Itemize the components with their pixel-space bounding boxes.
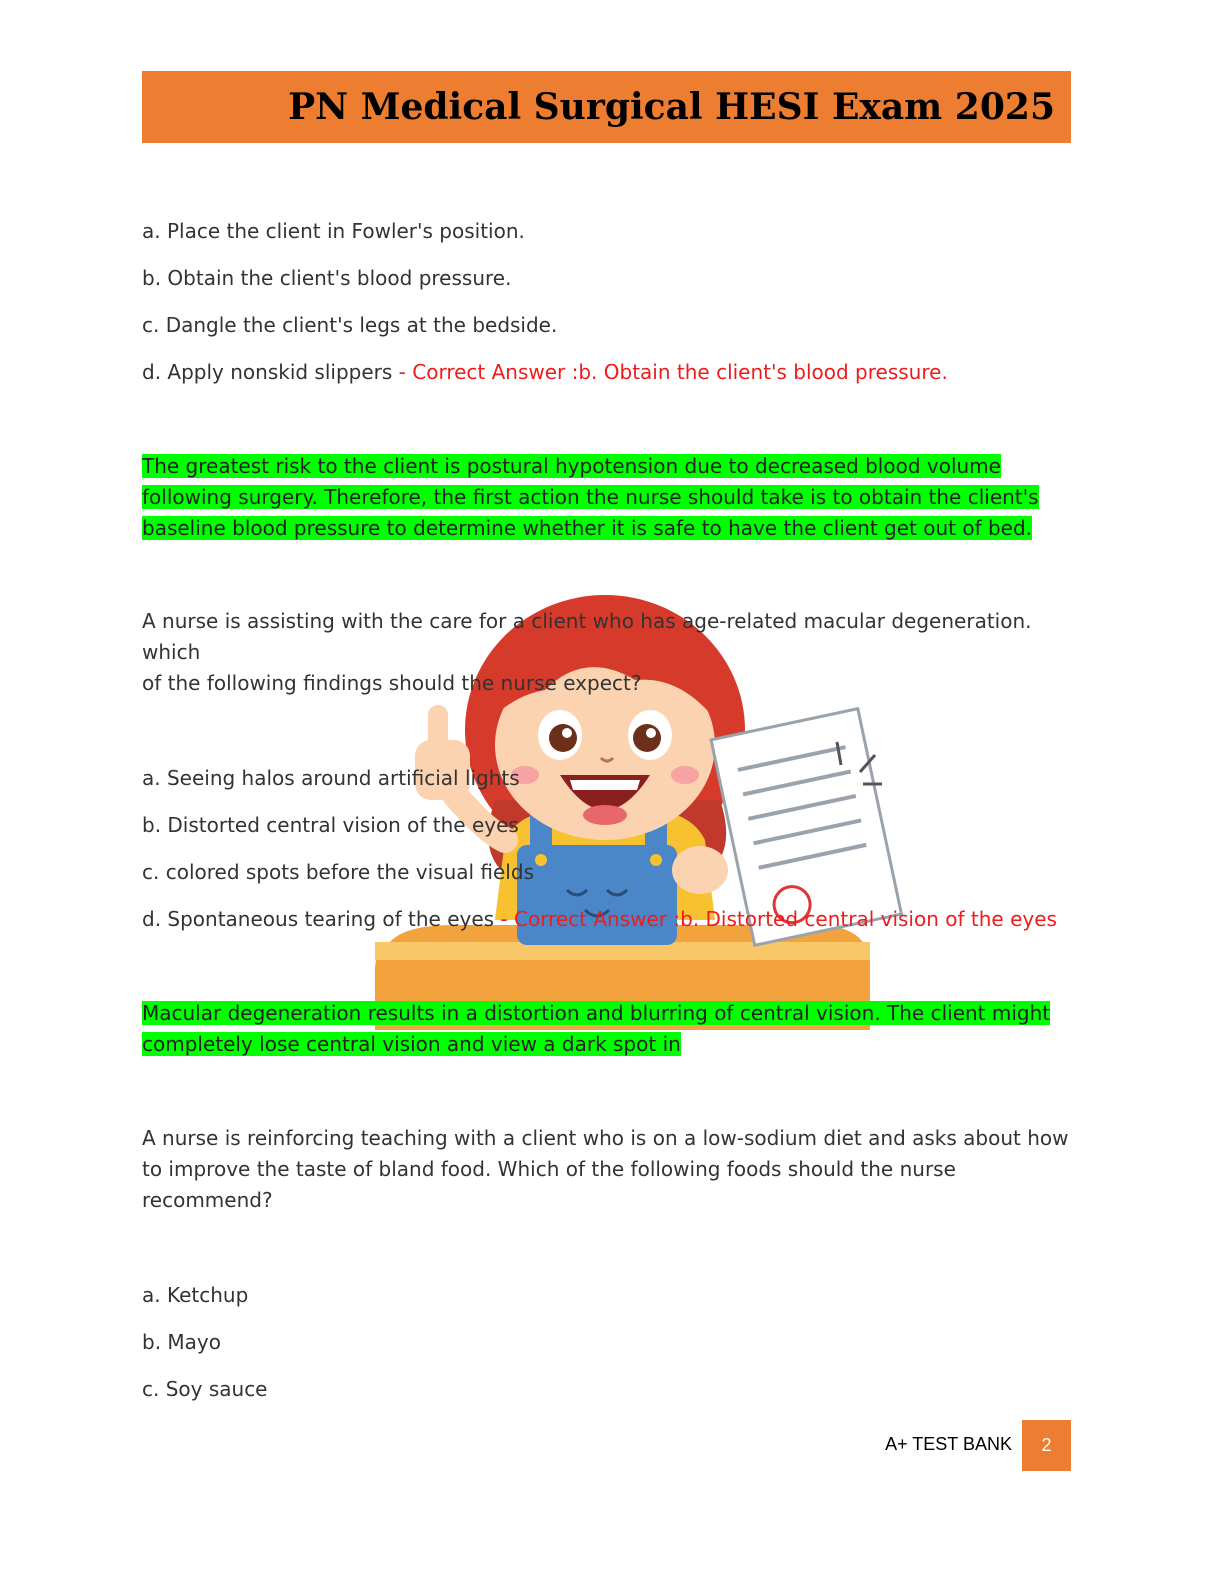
q2-rationale [142, 998, 1072, 1060]
q2-stem-line: of the following findings should the nurse expect? [142, 671, 642, 695]
page-number: 2 [1022, 1420, 1071, 1471]
q2-rationale-line: completely lose central vision and view a dark spot in [142, 1032, 681, 1056]
q1-option-d-text: d. Apply nonskid slippers [142, 360, 393, 384]
q1-rationale-line: baseline blood pressure to determine whether it is safe to have the client get out of bed. [142, 516, 1033, 540]
q1-option-d [142, 357, 1072, 388]
q1-rationale [142, 451, 1072, 544]
q1-option-b: b. Obtain the client's blood pressure. [142, 266, 512, 290]
q1-option-a: a. Place the client in Fowler's position. [142, 219, 525, 243]
q2-correct-answer: - Correct Answer :b. Distorted central vision of the eyes [494, 907, 1057, 931]
q3-option-a: a. Ketchup [142, 1283, 249, 1307]
q3-option-c: c. Soy sauce [142, 1377, 268, 1401]
q2-option-d [142, 904, 1072, 935]
q2-option-b: b. Distorted central vision of the eyes [142, 813, 519, 837]
q2-stem-line: A nurse is assisting with the care for a client who has age-related macular degeneration. which [142, 609, 1032, 664]
q2-option-c: c. colored spots before the visual fields [142, 860, 534, 884]
q3-stem-line: recommend? [142, 1188, 273, 1212]
q1-rationale-line: following surgery. Therefore, the first action the nurse should take is to obtain the client's [142, 485, 1039, 509]
q1-correct-answer: - Correct Answer :b. Obtain the client's blood pressure. [392, 360, 948, 384]
q1-rationale-line: The greatest risk to the client is postural hypotension due to decreased blood volume [142, 454, 1001, 478]
q1-option-c: c. Dangle the client's legs at the bedside. [142, 313, 558, 337]
q3-stem [142, 1123, 1072, 1216]
q2-rationale-line: Macular degeneration results in a distortion and blurring of central vision. The client might [142, 1001, 1051, 1025]
q2-option-a: a. Seeing halos around artificial lights [142, 766, 520, 790]
page-title: PN Medical Surgical HESI Exam 2025 [288, 86, 1055, 128]
q3-option-b: b. Mayo [142, 1330, 221, 1354]
header-bar [142, 71, 1071, 143]
q3-stem-line: A nurse is reinforcing teaching with a client who is on a low-sodium diet and asks about how [142, 1126, 1069, 1150]
q2-stem [142, 606, 1072, 699]
document-body [142, 216, 1072, 1421]
q3-stem-line: to improve the taste of bland food. Which of the following foods should the nurse [142, 1157, 956, 1181]
q2-option-d-text: d. Spontaneous tearing of the eyes [142, 907, 495, 931]
footer-label: A+ TEST BANK [885, 1434, 1012, 1454]
